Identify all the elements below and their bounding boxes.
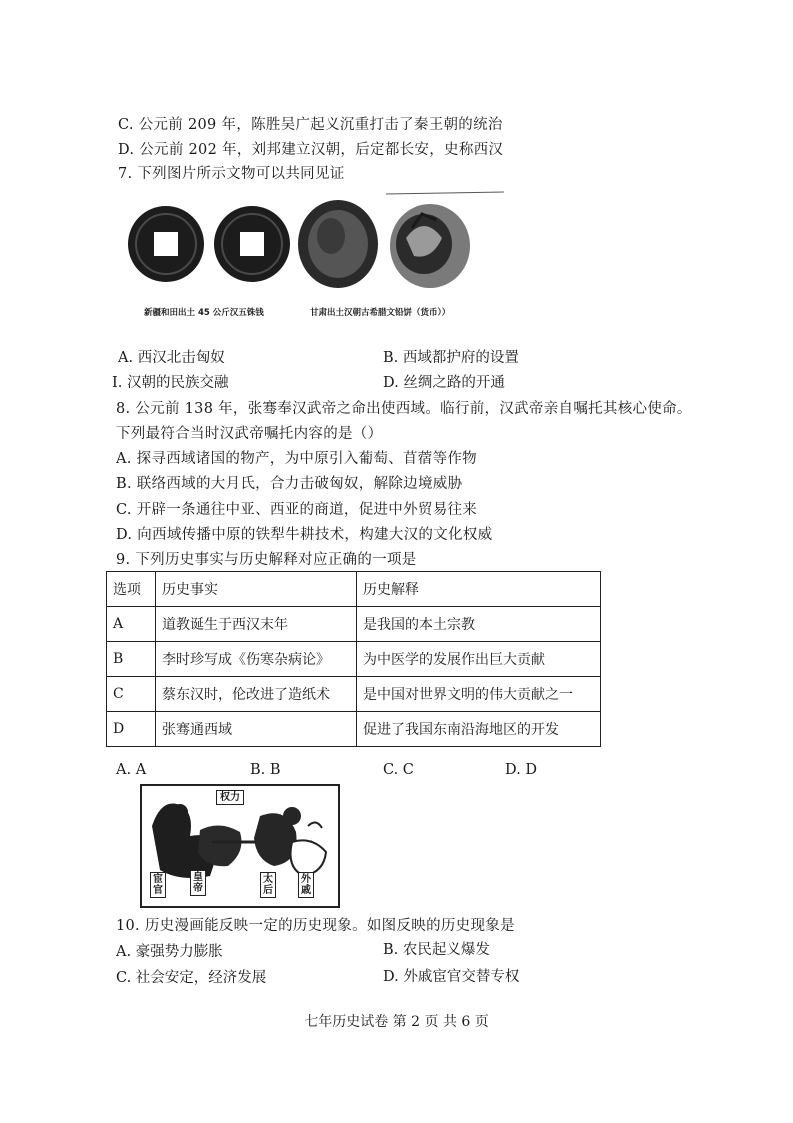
- table-header-cell: 历史事实: [156, 572, 357, 607]
- table-header-cell: 历史解释: [357, 572, 601, 607]
- table-row: [107, 607, 601, 642]
- cartoon-label-empress-dowager: 太后: [260, 872, 276, 898]
- q8-stem-line2: 下列最符合当时汉武帝嘱托内容的是（）: [116, 426, 383, 442]
- cartoon-label-emperor: 皇帝: [190, 870, 206, 896]
- q9-option-b: B. B: [250, 762, 281, 778]
- coin-caption-right: 甘肃出土汉朝古希腊文铅饼（货币））: [310, 308, 451, 318]
- cartoon-label-eunuch: 宦官: [150, 872, 166, 898]
- q8-option-b: B. 联络西域的大月氏，合力击破匈奴，解除边境威胁: [116, 476, 463, 492]
- power-struggle-cartoon: [140, 784, 340, 908]
- q6-option-d: D. 公元前 202 年，刘邦建立汉朝，后定都长安，史称西汉: [118, 142, 504, 158]
- table-cell: 道教诞生于西汉末年: [156, 607, 357, 642]
- table-header-cell: 选项: [107, 572, 156, 607]
- table-row: [107, 677, 601, 712]
- table-row: [107, 712, 601, 747]
- wuzhu-coin-1: [128, 206, 204, 282]
- wuzhu-coin-2: [214, 206, 290, 282]
- q9-option-a: A. A: [116, 762, 147, 778]
- cartoon-label-power: 权力: [216, 790, 244, 805]
- q10-option-c: C. 社会安定，经济发展: [116, 970, 267, 986]
- q10-option-a: A. 豪强势力膨胀: [116, 944, 223, 960]
- q8-stem-line1: 8. 公元前 138 年，张骞奉汉武帝之命出使西域。临行前，汉武帝亲自嘱托其核心使命。: [116, 401, 692, 417]
- lead-cake-coin-1: [298, 200, 378, 288]
- table-cell: 张骞通西域: [156, 712, 357, 747]
- table-cell: A: [107, 607, 156, 642]
- table-cell: 李时珍写成《伤寒杂病论》: [156, 642, 357, 677]
- q9-stem: 9. 下列历史事实与历史解释对应正确的一项是: [116, 552, 417, 568]
- table-cell: 蔡东汉时，伦改进了造纸术: [156, 677, 357, 712]
- cartoon-label-consort-clan: 外戚: [298, 872, 314, 898]
- page-footer: 七年历史试卷 第 2 页 共 6 页: [304, 1014, 489, 1030]
- q9-table: [106, 571, 601, 747]
- q6-option-c: C. 公元前 209 年，陈胜吴广起义沉重打击了秦王朝的统治: [118, 117, 503, 133]
- q9-option-d: D. D: [505, 762, 537, 778]
- q7-option-b: B. 西域都护府的设置: [383, 350, 519, 366]
- table-header-row: [107, 572, 601, 607]
- table-row: [107, 642, 601, 677]
- lead-cake-coin-2: [390, 204, 470, 288]
- q7-coin-photos: [126, 188, 506, 328]
- q8-option-d: D. 向西域传播中原的铁犁牛耕技术，构建大汉的文化权威: [116, 527, 493, 543]
- table-cell: 是中国对世界文明的伟大贡献之一: [357, 677, 601, 712]
- q8-option-c: C. 开辟一条通往中亚、西亚的商道，促进中外贸易往来: [116, 502, 478, 518]
- q10-option-d: D. 外戚宦官交替专权: [383, 969, 520, 985]
- q9-option-c: C. C: [383, 762, 414, 778]
- coin-images: [126, 188, 506, 298]
- table-cell: 为中医学的发展作出巨大贡献: [357, 642, 601, 677]
- q10-stem: 10. 历史漫画能反映一定的历史现象。如图反映的历史现象是: [116, 918, 515, 934]
- q10-option-b: B. 农民起义爆发: [383, 942, 490, 958]
- q7-option-a: A. 西汉北击匈奴: [118, 350, 225, 366]
- coin-caption-left: 新疆和田出土 45 公斤汉五铢钱: [144, 308, 264, 318]
- table-cell: 促进了我国东南沿海地区的开发: [357, 712, 601, 747]
- table-cell: D: [107, 712, 156, 747]
- q8-option-a: A. 探寻西域诸国的物产，为中原引入葡萄、苜蓿等作物: [116, 451, 477, 467]
- q7-option-c: I. 汉朝的民族交融: [112, 375, 229, 391]
- table-cell: B: [107, 642, 156, 677]
- table-cell: C: [107, 677, 156, 712]
- table-cell: 是我国的本土宗教: [357, 607, 601, 642]
- q7-option-d: D. 丝绸之路的开通: [383, 375, 505, 391]
- q7-stem: 7. 下列图片所示文物可以共同见证: [118, 166, 345, 182]
